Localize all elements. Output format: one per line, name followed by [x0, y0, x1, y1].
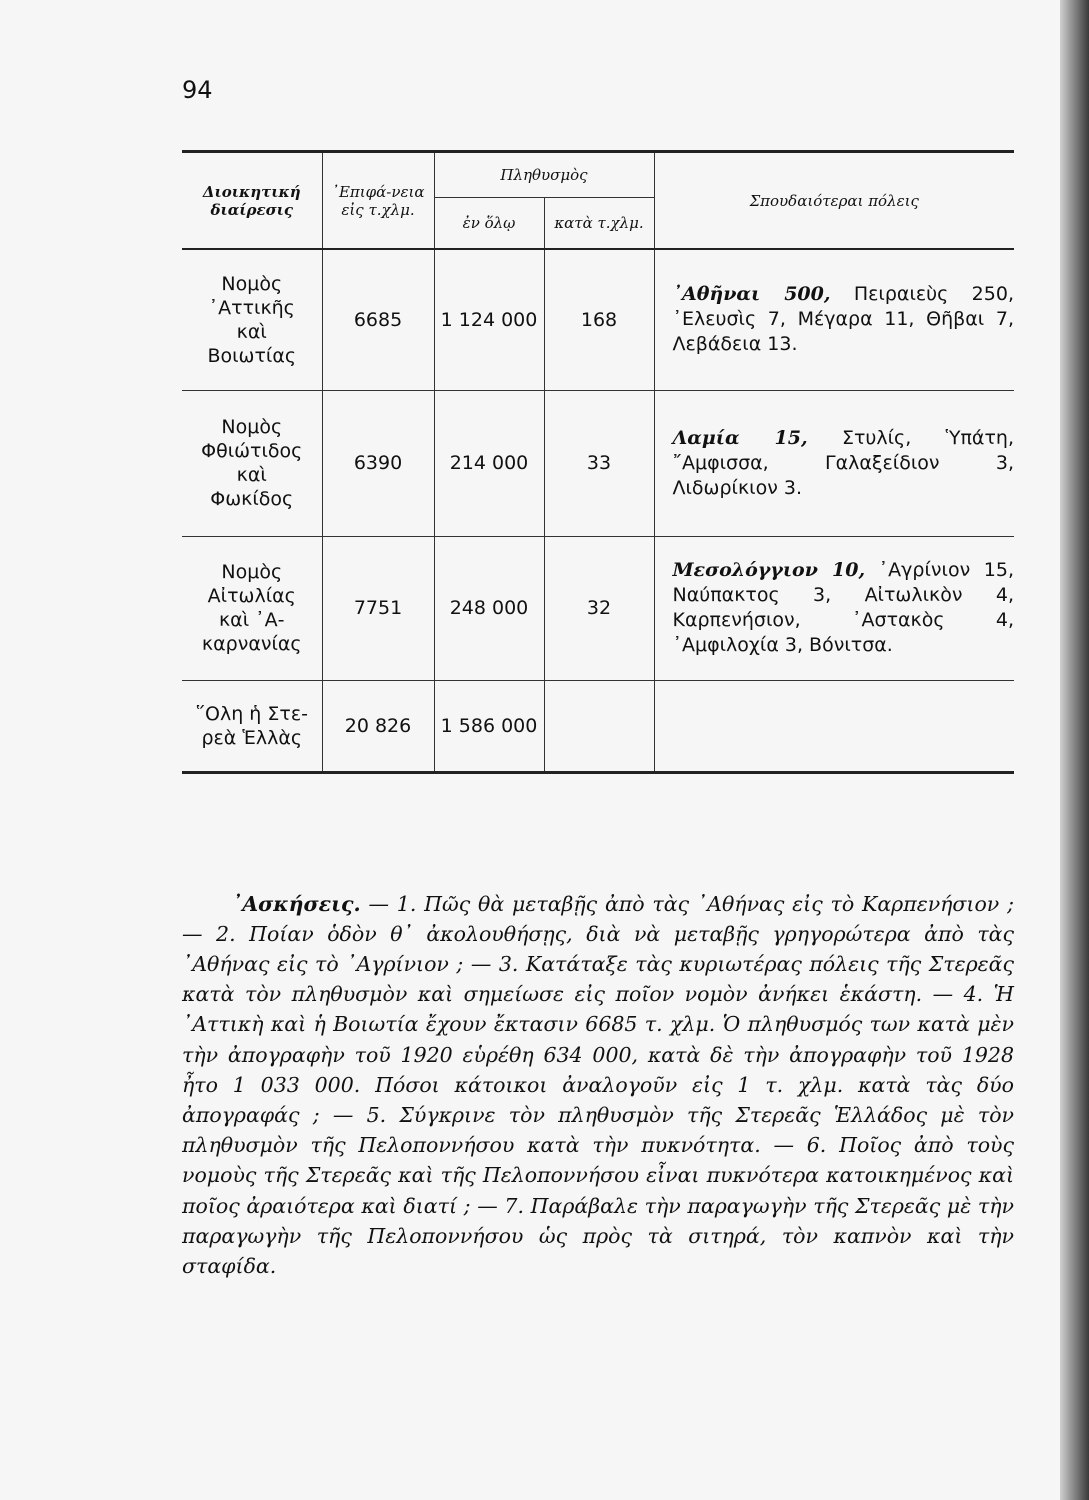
header-pop-density: κατὰ τ.χλμ. — [544, 198, 654, 250]
region-line: Βοιωτίας — [207, 344, 297, 367]
cities-cell — [654, 390, 1014, 536]
region-cell — [182, 249, 322, 390]
total-density-cell — [544, 680, 654, 772]
population-table — [182, 150, 1014, 774]
header-population: Πληθυσμὸς — [434, 152, 654, 198]
header-cities: Σπουδαιότεραι πόλεις — [654, 152, 1014, 250]
table-row — [182, 536, 1014, 680]
area-cell: 6390 — [322, 390, 434, 536]
cities-cell — [654, 536, 1014, 680]
total-cities-cell — [654, 680, 1014, 772]
area-cell: 7751 — [322, 536, 434, 680]
region-line: Αἰτωλίας — [207, 585, 296, 607]
total-row — [182, 680, 1014, 772]
region-line: καὶ ᾿Α- — [218, 609, 285, 631]
page-edge-shadow — [1060, 0, 1089, 1500]
cities-rest: ᾿Αγρίνιον 15, Ναύπακτος 3, Αἰτωλικὸν 4, Καρπενήσιον, ᾿Αστακὸς 4, ᾿Αμφιλοχία 3, Βόνιτσα. — [672, 559, 1014, 656]
cities-lead: Λαμία 15, — [672, 426, 808, 449]
cities-rest: Στυλίς, Ὑπάτη, ῎Αμφισσα, Γαλαξείδιον 3, Λιδωρίκιον 3. — [672, 426, 1014, 499]
cities-lead: ᾿Αθῆναι 500, — [672, 283, 831, 306]
header-pop-total: ἐν ὅλῳ — [434, 198, 544, 250]
exercises-heading: ᾿Ασκήσεις. — [232, 891, 361, 916]
cities-cell — [654, 249, 1014, 390]
table-row — [182, 390, 1014, 536]
population-cell: 214 000 — [434, 390, 544, 536]
region-line: Νομὸς — [221, 416, 283, 438]
exercises-text: — 1. Πῶς θὰ μεταβῇς ἀπὸ τὰς ᾿Αθήνας εἰς τὸ Καρπενήσιον ; — 2. Ποίαν ὁδὸν θ᾿ ἀκολουθήσῃς, διὰ νὰ μεταβῇς γρηγορώτερα ἀπὸ τὰς ᾿Αθήνας εἰς τὸ ᾿Αγρίνιον ; — 3. Κατάταξε τὰς κυριωτέρας πόλεις τῆς Στερεᾶς κατὰ τὸν πληθυσμὸν καὶ σημείωσε εἰς ποῖον νομὸν ἀνήκει ἑκάστη. — 4. Ἡ ᾿Αττικὴ καὶ ἡ Βοιωτία ἔχουν ἔκτασιν 6685 τ. χλμ. Ὁ πληθυσμός των κατὰ μὲν τὴν ἀπογραφὴν τοῦ 1920 εὑρέθη 634 000, κατὰ δὲ τὴν ἀπογραφὴν τοῦ 1928 ἦτο 1 033 000. Πόσοι κάτοικοι ἀναλογοῦν εἰς 1 τ. χλμ. κατὰ τὰς δύο ἀπογραφάς ; — 5. Σύγκρινε τὸν πληθυσμὸν τῆς Στερεᾶς Ἑλλάδος μὲ τὸν πληθυσμὸν τῆς Πελοποννήσου κατὰ τὴν πυκνότητα. — 6. Ποῖος ἀπὸ τοὺς νομοὺς τῆς Στερεᾶς καὶ τῆς Πελοποννήσου εἶναι πυκνότερα κατοικημένος καὶ ποῖος ἀραιότερα καὶ διατί ; — 7. Παράβαλε τὴν παραγωγὴν τῆς Στερεᾶς μὲ τὴν παραγωγὴν τῆς Πελοποννήσου ὡς πρὸς τὰ σιτηρά, τὸν καπνὸν καὶ τὴν σταφίδα. — [182, 891, 1014, 1278]
total-area-cell: 20 826 — [322, 680, 434, 772]
region-line: Φωκίδος — [210, 488, 294, 510]
total-population-cell: 1 586 000 — [434, 680, 544, 772]
density-cell: 32 — [544, 536, 654, 680]
density-cell: 33 — [544, 390, 654, 536]
region-line: ῞Ολη ἡ Στε- — [195, 702, 308, 725]
region-line: καὶ — [236, 464, 267, 486]
population-cell: 1 124 000 — [434, 249, 544, 390]
cities-lead: Μεσολόγγιον 10, — [672, 559, 866, 581]
table-row — [182, 249, 1014, 390]
density-cell: 168 — [544, 249, 654, 390]
region-line: ᾿Αττικῆς — [208, 296, 295, 319]
region-cell — [182, 536, 322, 680]
region-line: Φθιώτιδος — [201, 440, 303, 462]
exercises-paragraph — [182, 889, 1014, 1282]
header-area: ᾿Επιφά-νεια εἰς τ.χλμ. — [322, 152, 434, 250]
region-cell — [182, 680, 322, 772]
cities-rest: Πειραιεὺς 250, ᾿Ελευσὶς 7, Μέγαρα 11, Θῆβαι 7, Λεβάδεια 13. — [672, 283, 1014, 356]
page-number: 94 — [182, 76, 213, 104]
population-cell: 248 000 — [434, 536, 544, 680]
header-division: Διοικητική διαίρεσις — [182, 152, 322, 250]
region-line: ρεὰ Ἑλλὰς — [201, 726, 303, 749]
area-cell: 6685 — [322, 249, 434, 390]
region-line: καρνανίας — [201, 633, 302, 655]
region-line: Νομὸς — [221, 561, 283, 583]
region-cell — [182, 390, 322, 536]
region-line: Νομὸς — [221, 272, 283, 295]
region-line: καὶ — [236, 320, 267, 343]
